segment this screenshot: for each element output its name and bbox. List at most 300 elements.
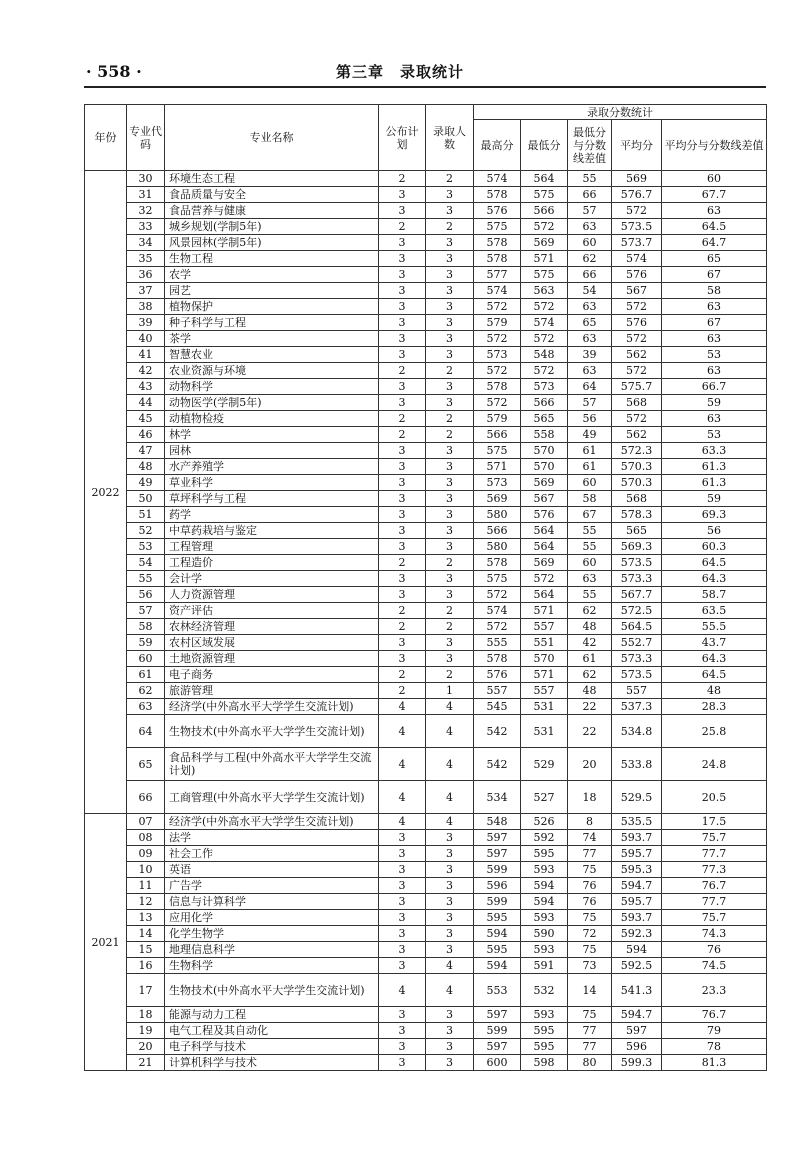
cell-min-diff: 55 — [568, 171, 612, 187]
cell-name: 化学生物学 — [165, 926, 379, 942]
cell-plan: 2 — [379, 411, 426, 427]
header-rule — [84, 86, 766, 88]
cell-min: 595 — [521, 1039, 568, 1055]
cell-min: 591 — [521, 958, 568, 974]
table-row — [85, 395, 767, 411]
cell-min-diff: 55 — [568, 539, 612, 555]
table-row — [85, 235, 767, 251]
cell-avg: 572.5 — [612, 603, 662, 619]
cell-avg-diff: 55.5 — [662, 619, 767, 635]
cell-min-diff: 63 — [568, 331, 612, 347]
table-row — [85, 830, 767, 846]
cell-avg: 595.7 — [612, 894, 662, 910]
cell-avg-diff: 53 — [662, 347, 767, 363]
cell-avg-diff: 63.5 — [662, 603, 767, 619]
cell-admitted: 3 — [426, 251, 474, 267]
cell-admitted: 3 — [426, 523, 474, 539]
cell-code: 41 — [127, 347, 165, 363]
cell-plan: 3 — [379, 523, 426, 539]
cell-min: 531 — [521, 699, 568, 715]
cell-avg: 564.5 — [612, 619, 662, 635]
cell-name: 食品质量与安全 — [165, 187, 379, 203]
cell-min-diff: 76 — [568, 878, 612, 894]
table-row — [85, 507, 767, 523]
cell-min-diff: 39 — [568, 347, 612, 363]
cell-avg-diff: 64.5 — [662, 219, 767, 235]
cell-name: 人力资源管理 — [165, 587, 379, 603]
cell-plan: 4 — [379, 781, 426, 814]
cell-min: 564 — [521, 523, 568, 539]
cell-avg: 568 — [612, 491, 662, 507]
cell-min-diff: 72 — [568, 926, 612, 942]
cell-min-diff: 64 — [568, 379, 612, 395]
cell-min: 529 — [521, 748, 568, 781]
cell-code: 37 — [127, 283, 165, 299]
cell-avg: 567 — [612, 283, 662, 299]
cell-min-diff: 67 — [568, 507, 612, 523]
cell-max: 577 — [474, 267, 521, 283]
cell-name: 生物科学 — [165, 958, 379, 974]
cell-avg: 552.7 — [612, 635, 662, 651]
cell-plan: 3 — [379, 395, 426, 411]
cell-avg-diff: 63.3 — [662, 443, 767, 459]
cell-code: 53 — [127, 539, 165, 555]
table-row — [85, 603, 767, 619]
cell-min-diff: 63 — [568, 363, 612, 379]
cell-name: 动物科学 — [165, 379, 379, 395]
cell-avg: 557 — [612, 683, 662, 699]
cell-avg-diff: 61.3 — [662, 475, 767, 491]
cell-min-diff: 18 — [568, 781, 612, 814]
cell-code: 50 — [127, 491, 165, 507]
cell-plan: 3 — [379, 830, 426, 846]
cell-code: 16 — [127, 958, 165, 974]
header-plan: 公布计划 — [379, 105, 426, 171]
cell-code: 12 — [127, 894, 165, 910]
cell-max: 596 — [474, 878, 521, 894]
cell-plan: 3 — [379, 571, 426, 587]
header-name: 专业名称 — [165, 105, 379, 171]
cell-plan: 3 — [379, 251, 426, 267]
table-row — [85, 379, 767, 395]
cell-min-diff: 77 — [568, 1023, 612, 1039]
cell-max: 580 — [474, 539, 521, 555]
cell-avg-diff: 75.7 — [662, 910, 767, 926]
cell-avg: 599.3 — [612, 1055, 662, 1071]
cell-min: 564 — [521, 539, 568, 555]
cell-avg: 535.5 — [612, 814, 662, 830]
cell-name: 农业资源与环境 — [165, 363, 379, 379]
cell-min-diff: 62 — [568, 603, 612, 619]
cell-avg-diff: 65 — [662, 251, 767, 267]
cell-admitted: 3 — [426, 926, 474, 942]
cell-avg-diff: 66.7 — [662, 379, 767, 395]
cell-admitted: 3 — [426, 379, 474, 395]
cell-min: 566 — [521, 395, 568, 411]
cell-min-diff: 60 — [568, 475, 612, 491]
cell-min: 598 — [521, 1055, 568, 1071]
cell-plan: 3 — [379, 862, 426, 878]
cell-min: 594 — [521, 894, 568, 910]
admission-score-table — [84, 104, 767, 1071]
header-code: 专业代码 — [127, 105, 165, 171]
cell-max: 595 — [474, 942, 521, 958]
table-row — [85, 411, 767, 427]
cell-min-diff: 65 — [568, 315, 612, 331]
cell-name: 园艺 — [165, 283, 379, 299]
cell-admitted: 2 — [426, 363, 474, 379]
cell-admitted: 4 — [426, 699, 474, 715]
cell-avg-diff: 53 — [662, 427, 767, 443]
cell-plan: 4 — [379, 974, 426, 1007]
cell-code: 30 — [127, 171, 165, 187]
table-row — [85, 443, 767, 459]
cell-max: 580 — [474, 507, 521, 523]
cell-name: 种子科学与工程 — [165, 315, 379, 331]
cell-avg-diff: 79 — [662, 1023, 767, 1039]
cell-avg: 593.7 — [612, 830, 662, 846]
cell-max: 576 — [474, 667, 521, 683]
cell-avg: 593.7 — [612, 910, 662, 926]
cell-code: 46 — [127, 427, 165, 443]
cell-admitted: 3 — [426, 491, 474, 507]
cell-code: 47 — [127, 443, 165, 459]
cell-min: 569 — [521, 235, 568, 251]
table-row — [85, 814, 767, 830]
cell-avg: 574 — [612, 251, 662, 267]
cell-min: 548 — [521, 347, 568, 363]
table-row — [85, 251, 767, 267]
table-row — [85, 1023, 767, 1039]
cell-min: 575 — [521, 187, 568, 203]
cell-min-diff: 63 — [568, 571, 612, 587]
cell-avg-diff: 77.7 — [662, 894, 767, 910]
cell-code: 63 — [127, 699, 165, 715]
header-min: 最低分 — [521, 120, 568, 171]
cell-min: 574 — [521, 315, 568, 331]
cell-avg: 592.3 — [612, 926, 662, 942]
cell-avg: 595.3 — [612, 862, 662, 878]
cell-avg: 529.5 — [612, 781, 662, 814]
cell-plan: 3 — [379, 475, 426, 491]
cell-name: 地理信息科学 — [165, 942, 379, 958]
cell-min: 595 — [521, 846, 568, 862]
cell-max: 555 — [474, 635, 521, 651]
cell-min: 558 — [521, 427, 568, 443]
cell-plan: 3 — [379, 1039, 426, 1055]
table-row — [85, 667, 767, 683]
cell-max: 572 — [474, 299, 521, 315]
cell-admitted: 3 — [426, 539, 474, 555]
table-row — [85, 523, 767, 539]
cell-plan: 3 — [379, 267, 426, 283]
cell-name: 林学 — [165, 427, 379, 443]
cell-code: 42 — [127, 363, 165, 379]
cell-plan: 4 — [379, 814, 426, 830]
cell-name: 社会工作 — [165, 846, 379, 862]
cell-code: 40 — [127, 331, 165, 347]
header-avg-diff: 平均分与分数线差值 — [662, 120, 767, 171]
cell-min: 531 — [521, 715, 568, 748]
header-year: 年份 — [85, 105, 127, 171]
cell-admitted: 3 — [426, 283, 474, 299]
cell-max: 576 — [474, 203, 521, 219]
cell-admitted: 2 — [426, 555, 474, 571]
cell-name: 动植物检疫 — [165, 411, 379, 427]
cell-avg-diff: 74.5 — [662, 958, 767, 974]
cell-code: 45 — [127, 411, 165, 427]
cell-code: 11 — [127, 878, 165, 894]
cell-name: 水产养殖学 — [165, 459, 379, 475]
table-row — [85, 862, 767, 878]
cell-min-diff: 14 — [568, 974, 612, 1007]
cell-avg-diff: 64.3 — [662, 651, 767, 667]
cell-name: 应用化学 — [165, 910, 379, 926]
cell-avg: 568 — [612, 395, 662, 411]
cell-admitted: 2 — [426, 667, 474, 683]
cell-avg-diff: 58 — [662, 283, 767, 299]
cell-name: 生物工程 — [165, 251, 379, 267]
cell-avg: 565 — [612, 523, 662, 539]
header-avg: 平均分 — [612, 120, 662, 171]
cell-avg-diff: 69.3 — [662, 507, 767, 523]
cell-min-diff: 58 — [568, 491, 612, 507]
cell-min-diff: 57 — [568, 203, 612, 219]
cell-max: 574 — [474, 283, 521, 299]
cell-code: 34 — [127, 235, 165, 251]
cell-name: 经济学(中外高水平大学学生交流计划) — [165, 699, 379, 715]
cell-max: 597 — [474, 1007, 521, 1023]
cell-avg: 576 — [612, 315, 662, 331]
header-min-diff: 最低分与分数线差值 — [568, 120, 612, 171]
cell-avg-diff: 28.3 — [662, 699, 767, 715]
cell-admitted: 3 — [426, 862, 474, 878]
cell-plan: 3 — [379, 459, 426, 475]
cell-admitted: 3 — [426, 203, 474, 219]
cell-min: 564 — [521, 171, 568, 187]
cell-avg-diff: 77.3 — [662, 862, 767, 878]
cell-avg: 573.5 — [612, 667, 662, 683]
cell-code: 57 — [127, 603, 165, 619]
cell-avg-diff: 58.7 — [662, 587, 767, 603]
cell-admitted: 3 — [426, 475, 474, 491]
cell-avg: 534.8 — [612, 715, 662, 748]
cell-max: 594 — [474, 958, 521, 974]
admission-table-container — [84, 104, 766, 1071]
cell-max: 597 — [474, 846, 521, 862]
cell-avg: 572.3 — [612, 443, 662, 459]
cell-avg: 572 — [612, 411, 662, 427]
cell-max: 600 — [474, 1055, 521, 1071]
table-row — [85, 315, 767, 331]
cell-min: 593 — [521, 1007, 568, 1023]
table-row — [85, 331, 767, 347]
cell-admitted: 3 — [426, 1055, 474, 1071]
cell-code: 66 — [127, 781, 165, 814]
cell-code: 35 — [127, 251, 165, 267]
cell-avg-diff: 63 — [662, 331, 767, 347]
cell-name: 农学 — [165, 267, 379, 283]
cell-min: 570 — [521, 459, 568, 475]
cell-avg: 573.5 — [612, 555, 662, 571]
table-row — [85, 267, 767, 283]
cell-code: 65 — [127, 748, 165, 781]
cell-admitted: 3 — [426, 347, 474, 363]
cell-admitted: 3 — [426, 267, 474, 283]
cell-admitted: 3 — [426, 443, 474, 459]
cell-code: 33 — [127, 219, 165, 235]
cell-avg-diff: 17.5 — [662, 814, 767, 830]
cell-name: 英语 — [165, 862, 379, 878]
table-row — [85, 347, 767, 363]
cell-min-diff: 75 — [568, 942, 612, 958]
cell-code: 54 — [127, 555, 165, 571]
cell-name: 中草药栽培与鉴定 — [165, 523, 379, 539]
cell-avg-diff: 81.3 — [662, 1055, 767, 1071]
cell-name: 工程管理 — [165, 539, 379, 555]
cell-plan: 3 — [379, 878, 426, 894]
cell-admitted: 3 — [426, 910, 474, 926]
cell-max: 575 — [474, 571, 521, 587]
cell-max: 579 — [474, 411, 521, 427]
cell-avg: 573.3 — [612, 651, 662, 667]
cell-min: 573 — [521, 379, 568, 395]
cell-plan: 3 — [379, 910, 426, 926]
cell-max: 578 — [474, 251, 521, 267]
cell-admitted: 2 — [426, 427, 474, 443]
cell-min-diff: 55 — [568, 587, 612, 603]
table-row — [85, 171, 767, 187]
cell-name: 电气工程及其自动化 — [165, 1023, 379, 1039]
cell-avg-diff: 25.8 — [662, 715, 767, 748]
cell-avg-diff: 20.5 — [662, 781, 767, 814]
table-row — [85, 187, 767, 203]
cell-min-diff: 56 — [568, 411, 612, 427]
cell-name: 草业科学 — [165, 475, 379, 491]
cell-name: 智慧农业 — [165, 347, 379, 363]
cell-code: 49 — [127, 475, 165, 491]
cell-code: 09 — [127, 846, 165, 862]
cell-avg-diff: 63 — [662, 299, 767, 315]
cell-min-diff: 61 — [568, 443, 612, 459]
cell-max: 571 — [474, 459, 521, 475]
cell-min-diff: 42 — [568, 635, 612, 651]
cell-min-diff: 60 — [568, 235, 612, 251]
cell-avg: 562 — [612, 347, 662, 363]
cell-avg: 573.3 — [612, 571, 662, 587]
cell-max: 599 — [474, 1023, 521, 1039]
cell-code: 48 — [127, 459, 165, 475]
cell-min-diff: 62 — [568, 667, 612, 683]
table-row — [85, 619, 767, 635]
cell-avg-diff: 78 — [662, 1039, 767, 1055]
cell-code: 21 — [127, 1055, 165, 1071]
cell-code: 56 — [127, 587, 165, 603]
cell-avg-diff: 64.7 — [662, 235, 767, 251]
cell-max: 595 — [474, 910, 521, 926]
cell-avg-diff: 76 — [662, 942, 767, 958]
table-row — [85, 651, 767, 667]
cell-min: 532 — [521, 974, 568, 1007]
cell-code: 44 — [127, 395, 165, 411]
cell-min: 594 — [521, 878, 568, 894]
cell-code: 43 — [127, 379, 165, 395]
cell-name: 电子科学与技术 — [165, 1039, 379, 1055]
cell-avg-diff: 74.3 — [662, 926, 767, 942]
cell-plan: 3 — [379, 539, 426, 555]
cell-name: 土地资源管理 — [165, 651, 379, 667]
cell-admitted: 3 — [426, 651, 474, 667]
cell-plan: 3 — [379, 491, 426, 507]
cell-min-diff: 54 — [568, 283, 612, 299]
table-row — [85, 299, 767, 315]
cell-plan: 2 — [379, 603, 426, 619]
cell-code: 19 — [127, 1023, 165, 1039]
table-row — [85, 1039, 767, 1055]
cell-avg: 569.3 — [612, 539, 662, 555]
cell-max: 575 — [474, 219, 521, 235]
cell-avg: 572 — [612, 331, 662, 347]
cell-plan: 2 — [379, 171, 426, 187]
cell-max: 572 — [474, 587, 521, 603]
cell-plan: 3 — [379, 1055, 426, 1071]
table-row — [85, 1055, 767, 1071]
cell-max: 578 — [474, 187, 521, 203]
cell-name: 食品科学与工程(中外高水平大学学生交流计划) — [165, 748, 379, 781]
cell-avg-diff: 23.3 — [662, 974, 767, 1007]
cell-min-diff: 66 — [568, 187, 612, 203]
cell-name: 经济学(中外高水平大学学生交流计划) — [165, 814, 379, 830]
cell-code: 39 — [127, 315, 165, 331]
cell-name: 茶学 — [165, 331, 379, 347]
cell-avg-diff: 59 — [662, 491, 767, 507]
cell-max: 545 — [474, 699, 521, 715]
cell-admitted: 4 — [426, 958, 474, 974]
cell-plan: 3 — [379, 443, 426, 459]
cell-avg: 575.7 — [612, 379, 662, 395]
cell-plan: 3 — [379, 187, 426, 203]
cell-avg: 573.5 — [612, 219, 662, 235]
year-cell: 2022 — [85, 171, 127, 814]
cell-avg: 541.3 — [612, 974, 662, 1007]
cell-plan: 3 — [379, 926, 426, 942]
cell-code: 59 — [127, 635, 165, 651]
cell-max: 566 — [474, 523, 521, 539]
table-row — [85, 571, 767, 587]
cell-avg-diff: 63 — [662, 411, 767, 427]
cell-avg: 594.7 — [612, 878, 662, 894]
cell-min: 565 — [521, 411, 568, 427]
cell-admitted: 2 — [426, 171, 474, 187]
cell-min: 557 — [521, 683, 568, 699]
cell-min-diff: 57 — [568, 395, 612, 411]
cell-min-diff: 77 — [568, 846, 612, 862]
cell-avg: 533.8 — [612, 748, 662, 781]
cell-max: 597 — [474, 1039, 521, 1055]
cell-min-diff: 75 — [568, 862, 612, 878]
cell-min: 592 — [521, 830, 568, 846]
cell-avg-diff: 63 — [662, 363, 767, 379]
cell-avg: 569 — [612, 171, 662, 187]
cell-name: 城乡规划(学制5年) — [165, 219, 379, 235]
cell-plan: 3 — [379, 299, 426, 315]
cell-name: 资产评估 — [165, 603, 379, 619]
cell-min-diff: 66 — [568, 267, 612, 283]
cell-plan: 3 — [379, 1023, 426, 1039]
cell-admitted: 3 — [426, 942, 474, 958]
cell-avg-diff: 56 — [662, 523, 767, 539]
cell-admitted: 4 — [426, 781, 474, 814]
